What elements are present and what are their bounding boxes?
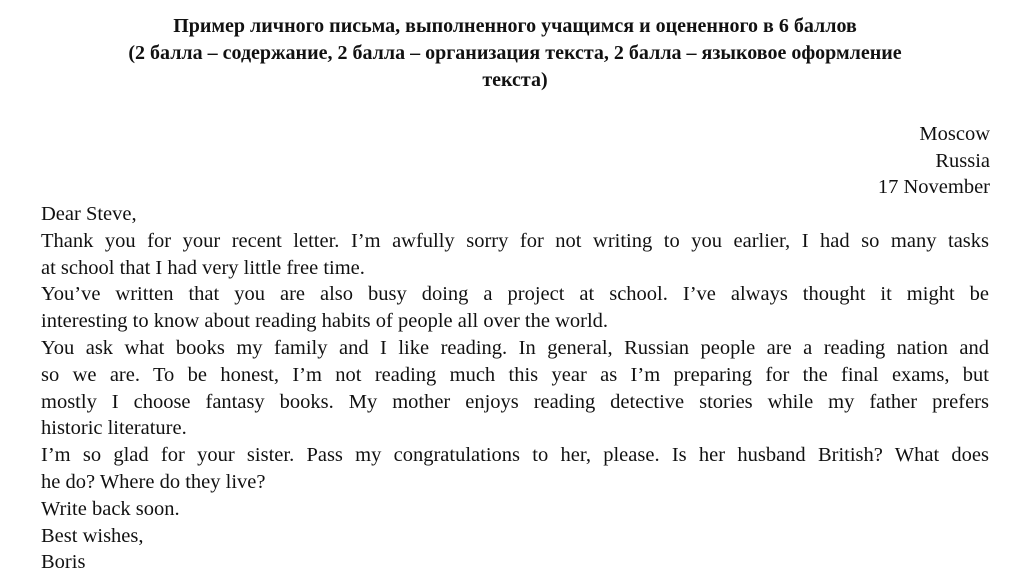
document-heading [40,13,990,94]
letter-date: 17 November [877,176,990,198]
letter-line: he do? Where do they live? [41,470,266,493]
letter-line: I’m so glad for your sister. Pass my congratulations to her, please. Is her husband British? What does [41,444,989,467]
letter-line: Thank you for your recent letter. I’m awfully sorry for not writing to you earlier, I had so many tasks [41,229,989,252]
letter-line: Write back soon. [41,497,180,520]
letter-line: interesting to know about reading habits of people all over the world. [41,310,609,333]
sender-address [878,121,990,201]
letter-line: mostly I choose fantasy books. My mother enjoys reading detective stories while my father prefers [41,390,989,413]
address-city: Moscow [919,123,990,145]
address-country: Russia [935,149,990,172]
letter-line: at school that I had very little free time. [41,256,365,279]
letter-body [41,201,989,576]
letter-line: historic literature. [41,417,187,440]
heading-line-3: текста) [482,69,548,91]
letter-signature: Boris [41,551,86,574]
heading-line-2: (2 балла – содержание, 2 балла – организация текста, 2 балла – языковое оформление [128,42,902,64]
letter-line: You ask what books my family and I like reading. In general, Russian people are a reading nation and [41,336,989,359]
letter-greeting: Dear Steve, [41,203,137,225]
letter-closing: Best wishes, [41,524,144,547]
letter-line: You’ve written that you are also busy doing a project at school. I’ve always thought it might be [41,283,989,306]
heading-line-1: Пример личного письма, выполненного учащимся и оцененного в 6 баллов [173,15,857,37]
letter-line: so we are. To be honest, I’m not reading much this year as I’m preparing for the final exams, but [41,363,989,386]
